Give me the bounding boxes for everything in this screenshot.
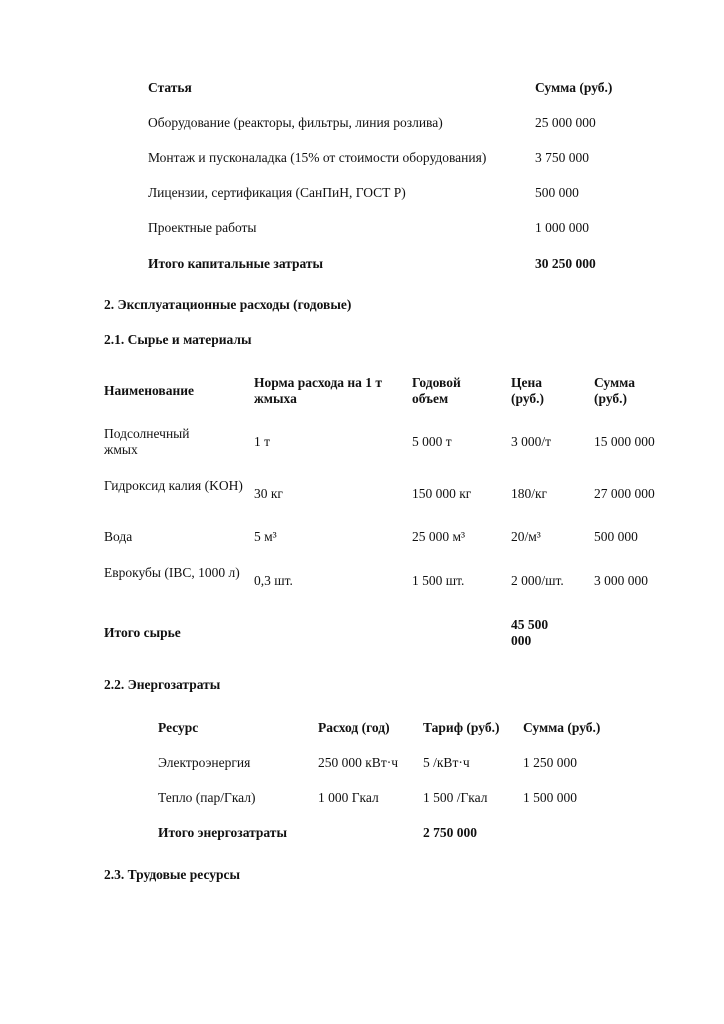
energy-row-tariff: 1 500 /Гкал bbox=[423, 790, 488, 805]
energy-row-consumption: 250 000 кВт·ч bbox=[318, 755, 398, 770]
capital-row-amount: 1 000 000 bbox=[535, 220, 589, 235]
energy-row-consumption: 1 000 Гкал bbox=[318, 790, 379, 805]
materials-row-volume: 150 000 кг bbox=[412, 486, 472, 501]
section-2-1-heading: 2.1. Сырье и материалы bbox=[104, 332, 252, 347]
materials-row-price: 180/кг bbox=[511, 486, 548, 501]
capital-header-amount: Сумма (руб.) bbox=[535, 80, 613, 95]
materials-row-sum: 500 000 bbox=[594, 529, 638, 544]
materials-row-norm: 1 т bbox=[254, 434, 271, 449]
materials-total-sum: 45 500 000 bbox=[511, 617, 549, 648]
energy-row-tariff: 5 /кВт·ч bbox=[423, 755, 470, 770]
energy-row-resource: Электроэнергия bbox=[158, 755, 251, 770]
materials-row-volume: 5 000 т bbox=[412, 434, 452, 449]
capital-row-amount: 3 750 000 bbox=[535, 150, 589, 165]
capital-total-amount: 30 250 000 bbox=[535, 256, 596, 271]
materials-row-name: Гидроксид калия (KOH) bbox=[104, 478, 243, 493]
capital-row-item: Монтаж и пусконаладка (15% от стоимости оборудования) bbox=[148, 150, 487, 165]
materials-header-volume: Годовой объем bbox=[412, 375, 461, 406]
materials-row-volume: 1 500 шт. bbox=[412, 573, 465, 588]
materials-row-sum: 3 000 000 bbox=[594, 573, 648, 588]
energy-header-tariff: Тариф (руб.) bbox=[423, 720, 500, 735]
materials-row-volume: 25 000 м³ bbox=[412, 529, 466, 544]
materials-row-name: Еврокубы (IBC, 1000 л) bbox=[104, 565, 240, 580]
materials-row-sum: 27 000 000 bbox=[594, 486, 655, 501]
materials-row-price: 20/м³ bbox=[511, 529, 541, 544]
capital-row-amount: 25 000 000 bbox=[535, 115, 596, 130]
section-2-3-heading: 2.3. Трудовые ресурсы bbox=[104, 867, 241, 882]
materials-row-price: 3 000/т bbox=[511, 434, 552, 449]
materials-row-price: 2 000/шт. bbox=[511, 573, 564, 588]
capital-row-item: Проектные работы bbox=[148, 220, 257, 235]
energy-total-label: Итого энергозатраты bbox=[158, 825, 287, 840]
capital-row-amount: 500 000 bbox=[535, 185, 579, 200]
energy-row-sum: 1 500 000 bbox=[523, 790, 577, 805]
energy-total-value: 2 750 000 bbox=[423, 825, 477, 840]
materials-header-name: Наименование bbox=[104, 383, 194, 398]
materials-row-name: Вода bbox=[104, 529, 133, 544]
materials-row-name: Подсолнечный жмых bbox=[104, 426, 190, 457]
materials-row-norm: 30 кг bbox=[254, 486, 283, 501]
materials-row-norm: 5 м³ bbox=[254, 529, 277, 544]
energy-header-sum: Сумма (руб.) bbox=[523, 720, 601, 735]
materials-header-sum: Сумма (руб.) bbox=[594, 375, 636, 406]
materials-row-sum: 15 000 000 bbox=[594, 434, 655, 449]
capital-total-label: Итого капитальные затраты bbox=[148, 256, 324, 271]
energy-header-resource: Ресурс bbox=[158, 720, 199, 735]
materials-header-price: Цена (руб.) bbox=[511, 375, 545, 406]
materials-header-norm: Норма расхода на 1 т жмыха bbox=[254, 375, 383, 406]
energy-row-resource: Тепло (пар/Гкал) bbox=[158, 790, 256, 805]
energy-row-sum: 1 250 000 bbox=[523, 755, 577, 770]
section-2-2-heading: 2.2. Энергозатраты bbox=[104, 677, 221, 692]
capital-row-item: Оборудование (реакторы, фильтры, линия розлива) bbox=[148, 115, 443, 130]
capital-header-item: Статья bbox=[148, 80, 192, 95]
capital-row-item: Лицензии, сертификация (СанПиН, ГОСТ Р) bbox=[148, 185, 406, 200]
materials-total-label: Итого сырье bbox=[104, 625, 181, 640]
materials-row-norm: 0,3 шт. bbox=[254, 573, 293, 588]
energy-header-consumption: Расход (год) bbox=[318, 720, 390, 735]
section-2-heading: 2. Эксплуатационные расходы (годовые) bbox=[104, 297, 352, 312]
